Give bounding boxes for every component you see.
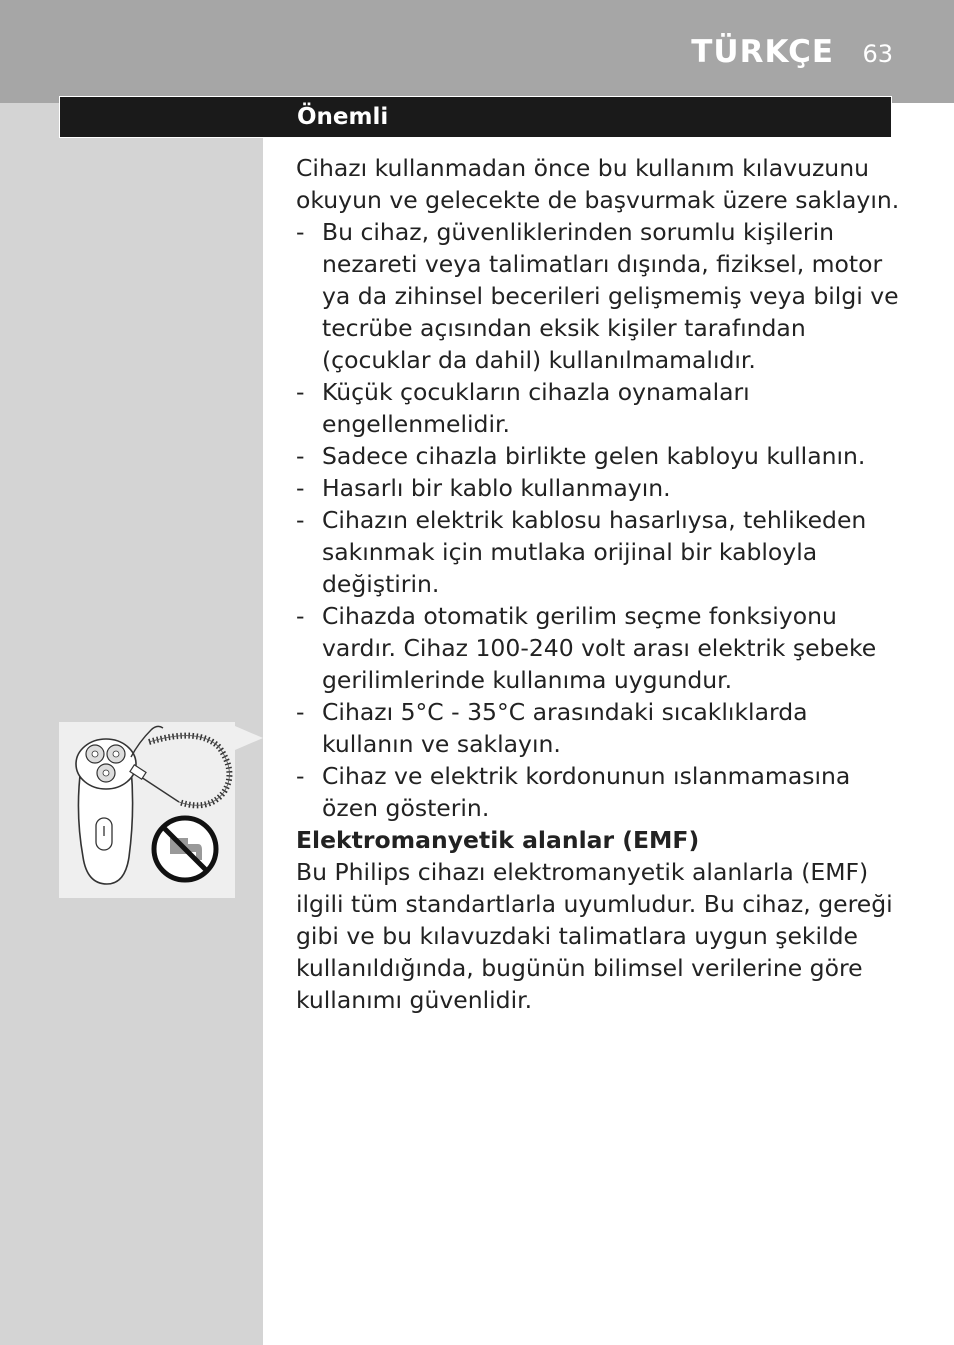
language-label: TÜRKÇE: [691, 34, 834, 70]
list-item: - Küçük çocukların cihazla oynamaları engellenmelidir.: [296, 378, 750, 438]
list-item: - Cihaz ve elektrik kordonunun ıslanmamasına özen gösterin.: [296, 762, 851, 822]
main-content: [296, 152, 900, 1016]
section-title: Önemli: [297, 104, 389, 130]
list-item: - Cihazda otomatik gerilim seçme fonksiyonu vardır. Cihaz 100-240 volt arası elektrik şebeke gerilimlerinde kullanıma uygundur.: [296, 602, 877, 694]
emf-paragraph: Bu Philips cihazı elektromanyetik alanlarla (EMF) ilgili tüm standartlarla uyumludur. Bu cihaz, gereği gibi ve bu kılavuzdaki talimatlara uygun şekilde kullanıldığında, bugünün bilimsel verilerine göre kullanımı güvenlidir.: [296, 858, 893, 1014]
shaver-no-water-icon: [59, 722, 235, 898]
header-bar: [0, 0, 954, 103]
intro-paragraph: Cihazı kullanmadan önce bu kullanım kılavuzunu okuyun ve gelecekte de başvurmak üzere saklayın.: [296, 154, 900, 214]
figure-pointer: [235, 726, 263, 750]
list-item: - Bu cihaz, güvenliklerinden sorumlu kişilerin nezareti veya talimatları dışında, fiziksel, motor ya da zihinsel becerileri gelişmemiş veya bilgi ve tecrübe açısından eksik kişiler tarafından (çocuklar da dahil) kullanılmamalıdır.: [296, 218, 899, 374]
page-number: 63: [862, 40, 893, 68]
list-item: - Cihazı 5°C - 35°C arasındaki sıcaklıklarda kullanın ve saklayın.: [296, 698, 808, 758]
no-tap-icon: [150, 814, 220, 884]
list-item: - Cihazın elektrik kablosu hasarlıysa, tehlikeden sakınmak için mutlaka orijinal bir kabloyla değiştirin.: [296, 506, 867, 598]
list-item: - Hasarlı bir kablo kullanmayın.: [296, 474, 671, 502]
section-title-bar: [59, 96, 892, 138]
emf-heading: Elektromanyetik alanlar (EMF): [296, 826, 700, 854]
list-item: - Sadece cihazla birlikte gelen kabloyu kullanın.: [296, 442, 866, 470]
